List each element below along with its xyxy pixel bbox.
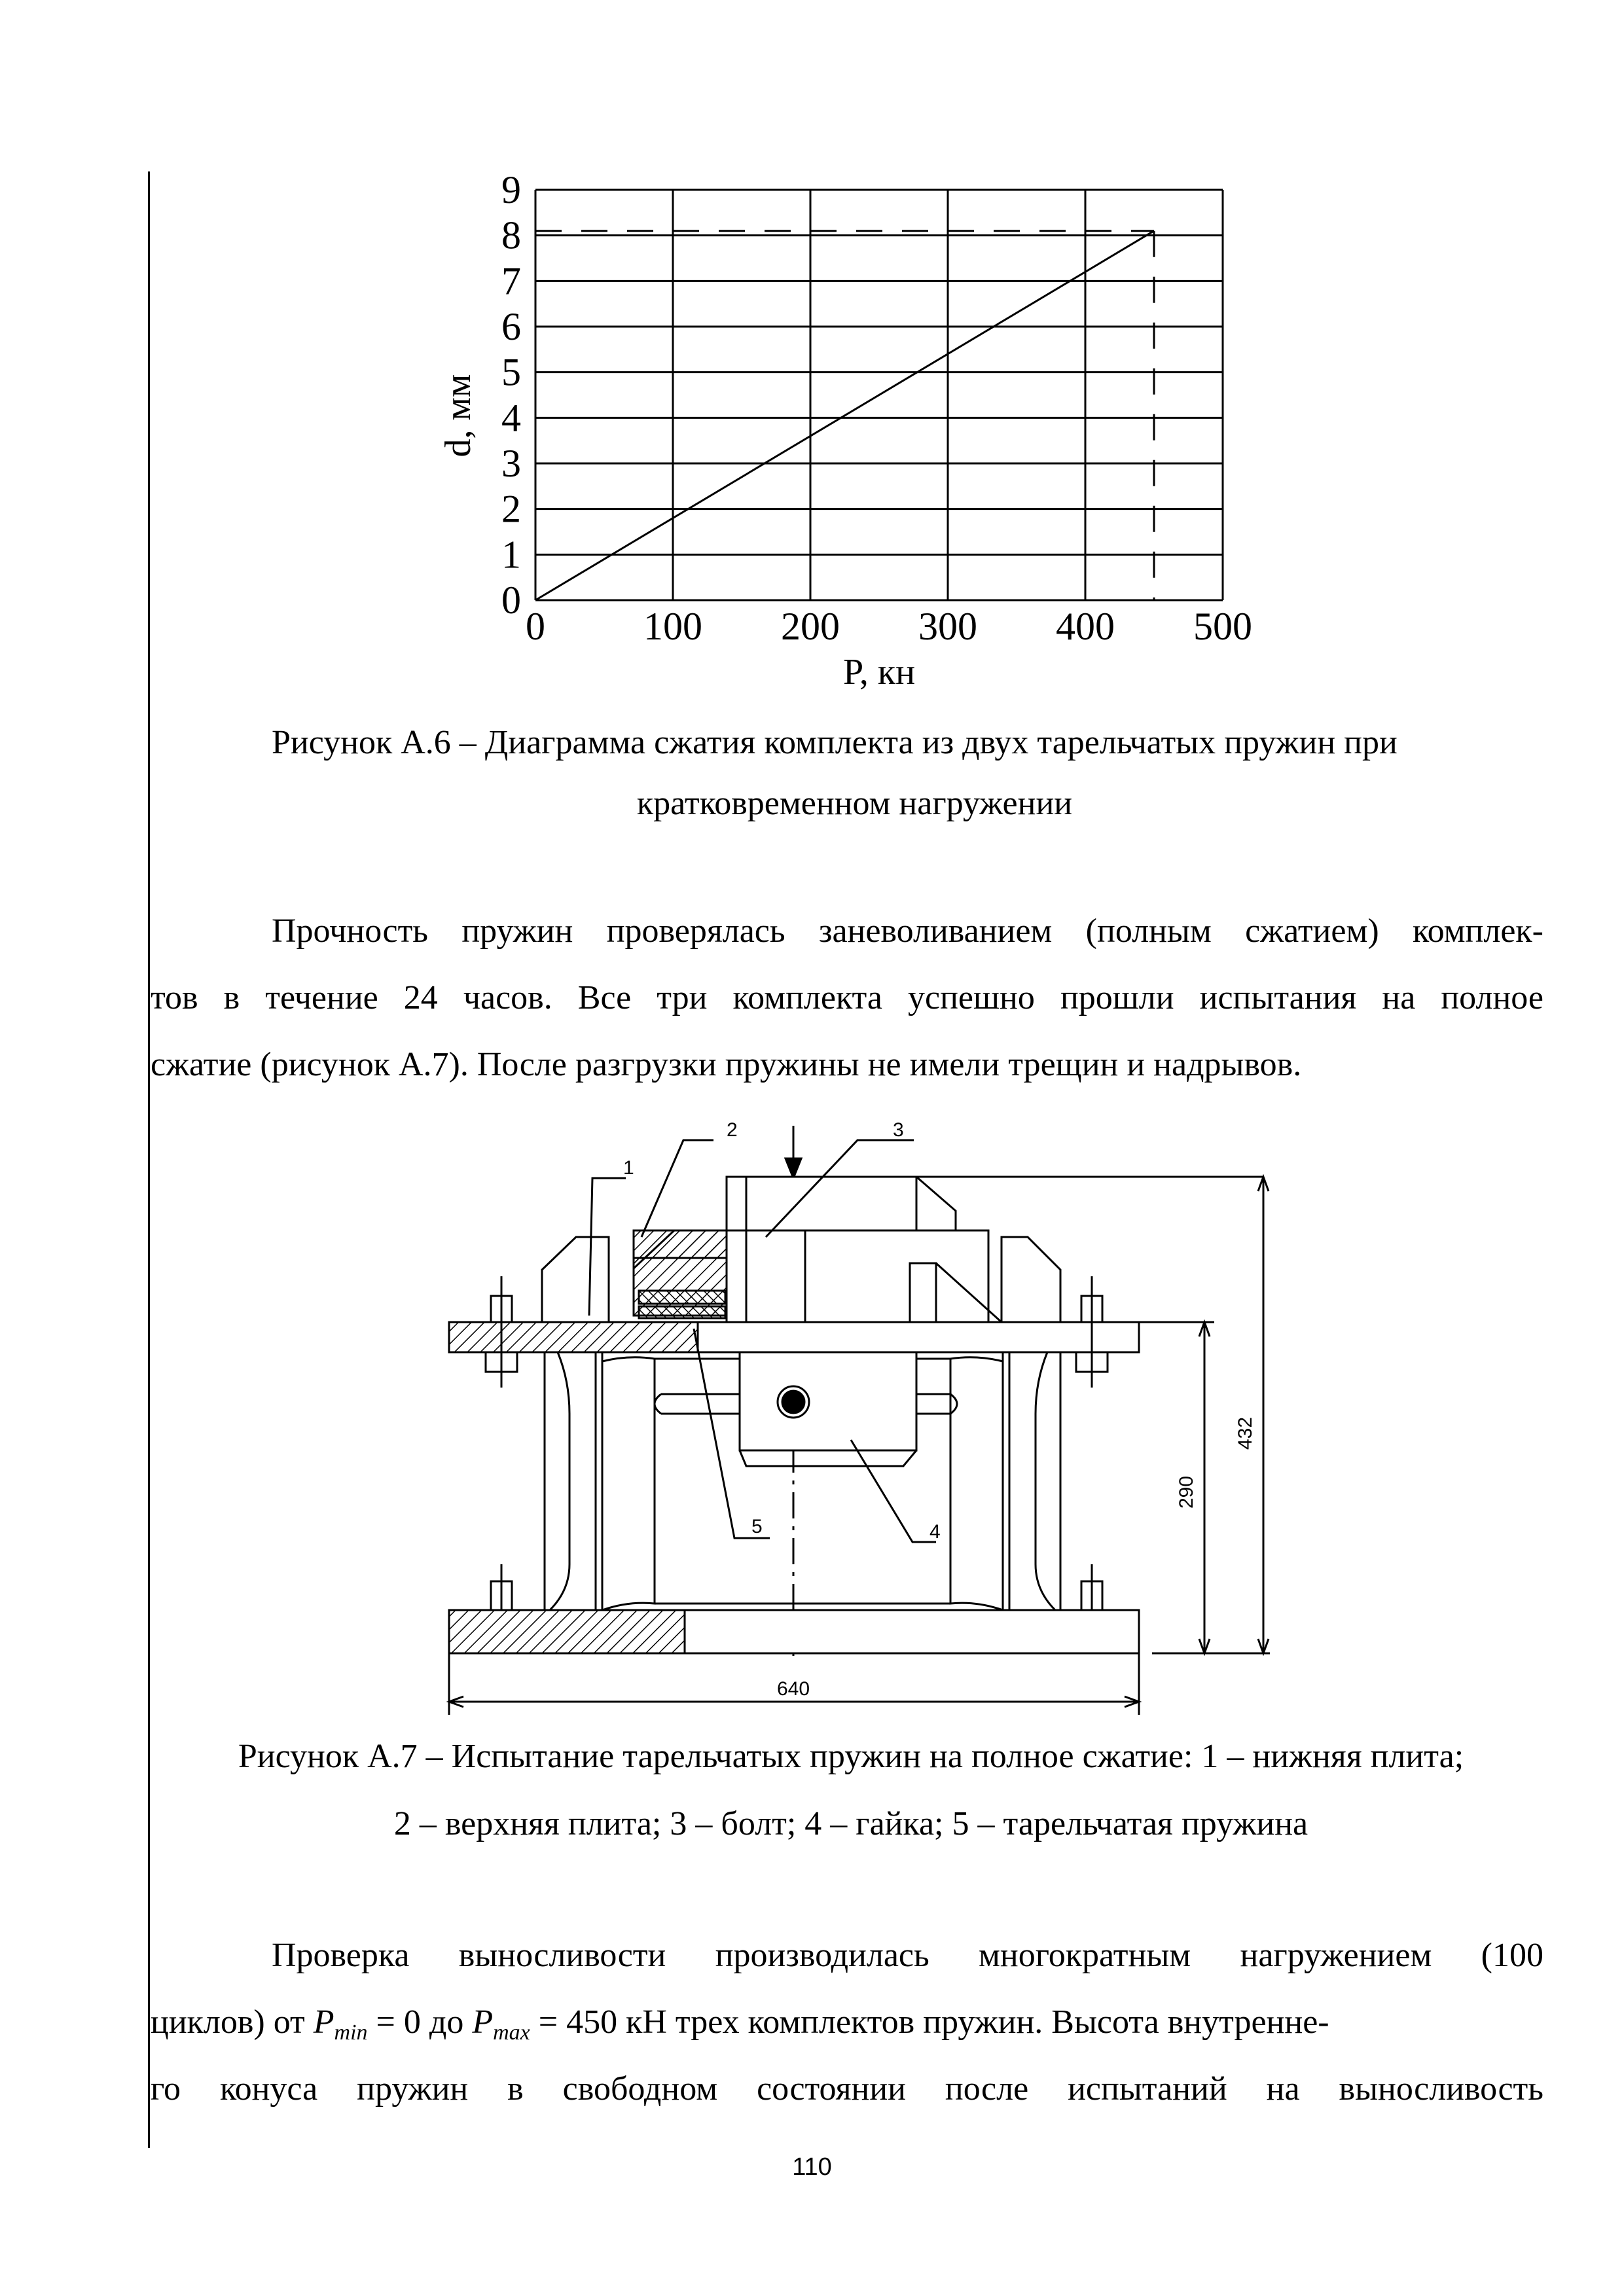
figure-6-caption-line-1: Рисунок А.6 – Диаграмма сжатия комплекта из двух тарельчатых пружин при [272,724,1398,761]
chart-series [535,231,1154,600]
p-max-subscript: max [493,2020,530,2045]
p2-eq-450: = 450 [530,2003,618,2041]
paragraph-1-line-3: сжатие (рисунок А.7). После разгрузки пружины не имели трещин и надрывов. [151,1046,1302,1083]
dim-290-label: 290 [1176,1475,1197,1509]
x-tick-label-100: 100 [643,605,702,648]
p2-text-a: циклов) от [151,2003,314,2041]
y-tick-label-5: 5 [501,350,521,394]
y-tick-label-4: 4 [501,396,521,440]
figure-7-caption-line-2: 2 – верхняя плита; 3 – болт; 4 – гайка; 5 – тарельчатая пружина [393,1805,1308,1842]
x-tick-label-500: 500 [1193,605,1252,648]
y-tick-label-7: 7 [501,259,521,303]
series-line-0 [535,231,1154,600]
paragraph-1-line-1: Прочность пружин проверялась заневоливанием (полным сжатием) комплек- [272,912,1543,950]
page-number: 110 [792,2153,832,2181]
chart-y-axis-label: d, мм [438,374,478,457]
flange-bolt-bl [491,1564,512,1610]
y-tick-label-3: 3 [501,442,521,485]
chart-x-axis-label: P, кн [842,652,916,692]
x-tick-label-0: 0 [526,605,545,648]
nut [740,1352,916,1450]
flange-bolt-br [1081,1564,1102,1610]
y-tick-label-6: 6 [501,305,521,348]
chart-y-tick-labels [501,168,521,622]
callout-1: 1 [623,1157,634,1179]
paragraph-2-line-2 [151,2003,1543,2045]
dim-432-label: 432 [1235,1416,1256,1450]
p-min-symbol: P [313,2003,334,2041]
figure-6-caption-line-2: кратковременном нагружении [636,785,1073,822]
paragraph-1-line-2: тов в течение 24 часов. Все три комплекта успешно прошли испытания на полное [151,979,1543,1016]
x-tick-label-400: 400 [1056,605,1115,648]
callout-4: 4 [929,1521,941,1543]
y-tick-label-9: 9 [501,168,521,211]
y-tick-label-1: 1 [501,533,521,577]
chart-x-tick-labels [526,605,1252,648]
p-min-subscript: min [334,2020,368,2045]
paragraph-2-line-3: го конуса пружин в свободном состоянии после испытаний на выносливость [151,2070,1543,2108]
spring-test-drawing [0,1106,1624,1761]
paragraph-2-line-1: Проверка выносливости производилась многократным нагружением (100 [272,1937,1543,1974]
callout-2: 2 [727,1119,738,1141]
callout-3: 3 [893,1119,904,1141]
callout-5: 5 [751,1516,763,1537]
y-tick-label-2: 2 [501,487,521,531]
p2-text-b: кН трех комплектов пружин. Высота внутренне- [617,2003,1329,2041]
p-max-symbol: P [472,2003,494,2041]
compression-chart [0,0,1624,707]
x-tick-label-200: 200 [781,605,840,648]
bolt-head [727,1177,956,1230]
x-tick-label-300: 300 [918,605,977,648]
p2-eq-zero: = 0 до [367,2003,473,2041]
y-tick-label-8: 8 [501,213,521,257]
dim-640-label: 640 [776,1678,810,1700]
y-tick-label-0: 0 [501,579,521,622]
figure-7-caption-line-1: Рисунок А.7 – Испытание тарельчатых пружин на полное сжатие: 1 – нижняя плита; [238,1738,1464,1775]
